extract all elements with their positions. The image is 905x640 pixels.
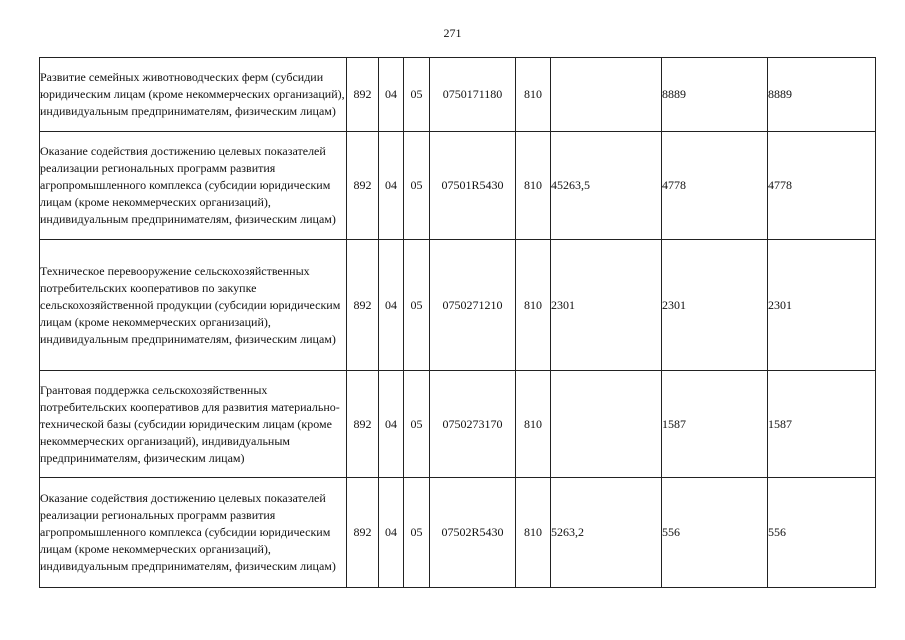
expense-type-code: 810: [516, 240, 551, 371]
target-article-code: 0750171180: [430, 58, 516, 132]
amount-3: 4778: [768, 132, 876, 240]
expense-name: Оказание содействия достижению целевых показателей реализации региональных программ развития агропромышленного комплекса (субсидии юридическим лицам (кроме некоммерческих организаций), индивидуальным предпринимателям, физическим лицам): [40, 132, 347, 240]
ministry-code: 892: [347, 58, 379, 132]
subsection-code: 05: [404, 371, 430, 478]
target-article-code: 07501R5430: [430, 132, 516, 240]
amount-1: [551, 371, 662, 478]
amount-3: 556: [768, 478, 876, 588]
target-article-code: 07502R5430: [430, 478, 516, 588]
subsection-code: 05: [404, 478, 430, 588]
amount-1: [551, 58, 662, 132]
section-code: 04: [379, 478, 404, 588]
ministry-code: 892: [347, 371, 379, 478]
expense-name: Техническое перевооружение сельскохозяйственных потребительских кооперативов по закупке сельскохозяйственной продукции (субсидии юридическим лицам (кроме некоммерческих организаций), индивидуальным предпринимателям, физическим лицам): [40, 240, 347, 371]
subsection-code: 05: [404, 132, 430, 240]
amount-3: 8889: [768, 58, 876, 132]
table-row: [40, 58, 876, 132]
expense-name: Грантовая поддержка сельскохозяйственных потребительских кооперативов для развития материально-технической базы (субсидии юридическим лицам (кроме некоммерческих организаций), индивидуальным предпринимателям, физическим лицам): [40, 371, 347, 478]
section-code: 04: [379, 371, 404, 478]
budget-table: [39, 57, 876, 588]
expense-type-code: 810: [516, 371, 551, 478]
amount-2: 4778: [662, 132, 768, 240]
page-number: 271: [443, 26, 462, 40]
ministry-code: 892: [347, 478, 379, 588]
expense-name: Развитие семейных животноводческих ферм (субсидии юридическим лицам (кроме некоммерческих организаций), индивидуальным предпринимателям, физическим лицам): [40, 58, 347, 132]
subsection-code: 05: [404, 240, 430, 371]
subsection-code: 05: [404, 58, 430, 132]
amount-1: 5263,2: [551, 478, 662, 588]
table-row: [40, 132, 876, 240]
section-code: 04: [379, 240, 404, 371]
ministry-code: 892: [347, 240, 379, 371]
table-row: [40, 478, 876, 588]
target-article-code: 0750273170: [430, 371, 516, 478]
expense-type-code: 810: [516, 478, 551, 588]
amount-2: 8889: [662, 58, 768, 132]
section-code: 04: [379, 58, 404, 132]
ministry-code: 892: [347, 132, 379, 240]
amount-3: 1587: [768, 371, 876, 478]
amount-2: 556: [662, 478, 768, 588]
section-code: 04: [379, 132, 404, 240]
expense-name: Оказание содействия достижению целевых показателей реализации региональных программ развития агропромышленного комплекса (субсидии юридическим лицам (кроме некоммерческих организаций), индивидуальным предпринимателям, физическим лицам): [40, 478, 347, 588]
amount-1: 2301: [551, 240, 662, 371]
amount-2: 2301: [662, 240, 768, 371]
expense-type-code: 810: [516, 58, 551, 132]
amount-1: 45263,5: [551, 132, 662, 240]
expense-type-code: 810: [516, 132, 551, 240]
amount-3: 2301: [768, 240, 876, 371]
amount-2: 1587: [662, 371, 768, 478]
target-article-code: 0750271210: [430, 240, 516, 371]
table-row: [40, 240, 876, 371]
table-row: [40, 371, 876, 478]
